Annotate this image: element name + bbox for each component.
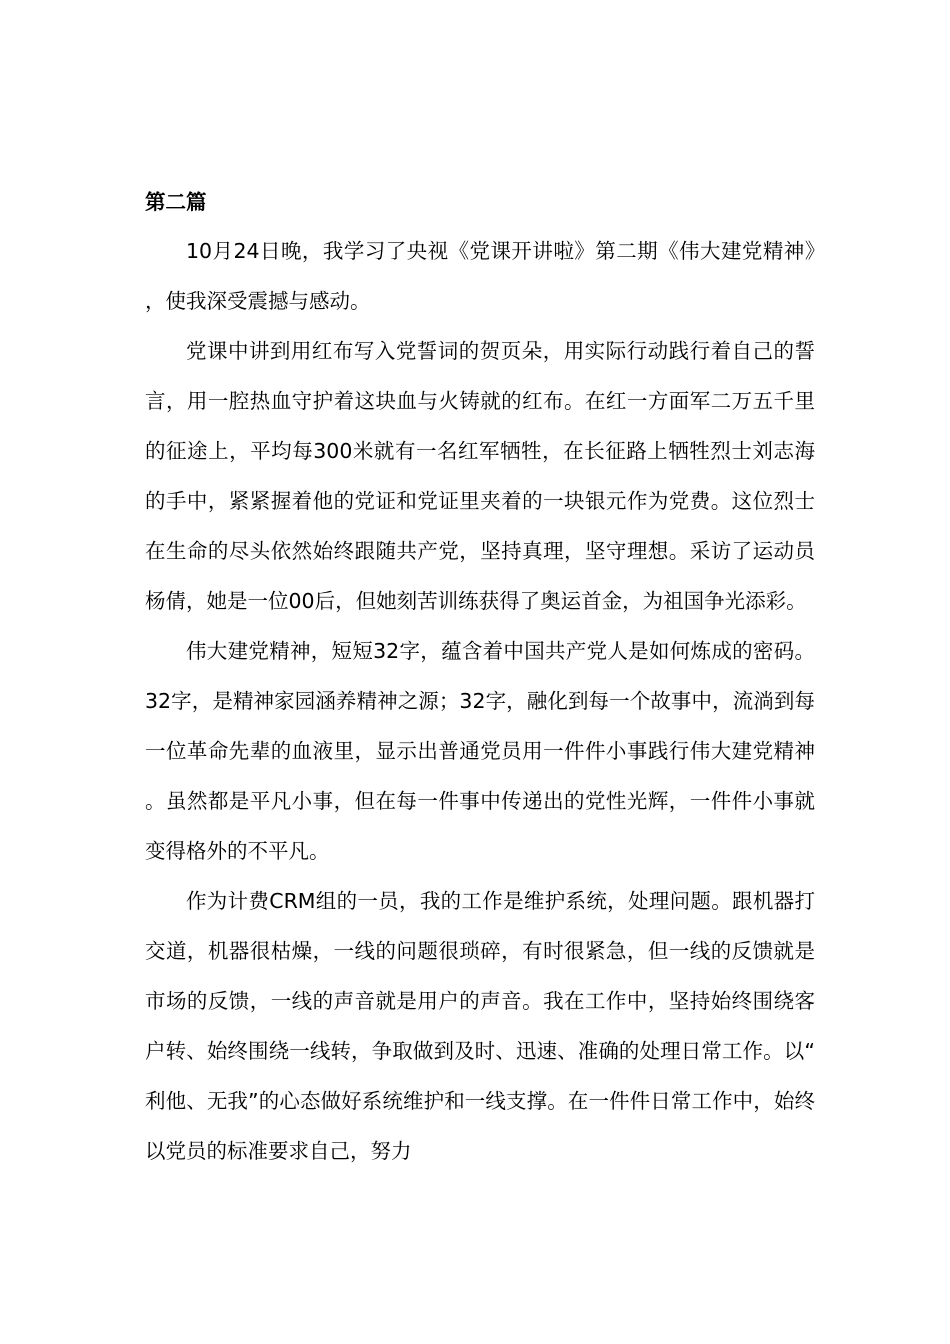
paragraph-3: 伟大建党精神，短短32字，蕴含着中国共产党人是如何炼成的密码。32字，是精神家园涵养精神之源；32字，融化到每一个故事中，流淌到每一位革命先辈的血液里，显示出普通党员用一件件小事践行伟大建党精神。虽然都是平凡小事，但在每一件事中传递出的党性光辉，一件件小事就变得格外的不平凡。: [145, 639, 815, 863]
section-heading: 第二篇: [145, 190, 207, 214]
paragraph-4: 作为计费CRM组的一员，我的工作是维护系统，处理问题。跟机器打交道，机器很枯燥，一线的问题很琐碎，有时很紧急，但一线的反馈就是市场的反馈，一线的声音就是用户的声音。我在工作中，坚持始终围绕客户转、始终围绕一线转，争取做到及时、迅速、准确的处理日常工作。以“利他、无我”的心态做好系统维护和一线支撑。在一件件日常工作中，始终以党员的标准要求自己，努力: [145, 889, 815, 1163]
document-body: [145, 178, 815, 1176]
paragraph-1: 10月24日晚，我学习了央视《党课开讲啦》第二期《伟大建党精神》，使我深受震撼与感动。: [145, 239, 815, 313]
paragraph-2: 党课中讲到用红布写入党誓词的贺页朵，用实际行动践行着自己的誓言，用一腔热血守护着这块血与火铸就的红布。在红一方面军二万五千里的征途上，平均每300米就有一名红军牺牲，在长征路上牺牲烈士刘志海的手中，紧紧握着他的党证和党证里夹着的一块银元作为党费。这位烈士在生命的尽头依然始终跟随共产党，坚持真理，坚守理想。采访了运动员杨倩，她是一位00后，但她刻苦训练获得了奥运首金，为祖国争光添彩。: [145, 339, 815, 613]
